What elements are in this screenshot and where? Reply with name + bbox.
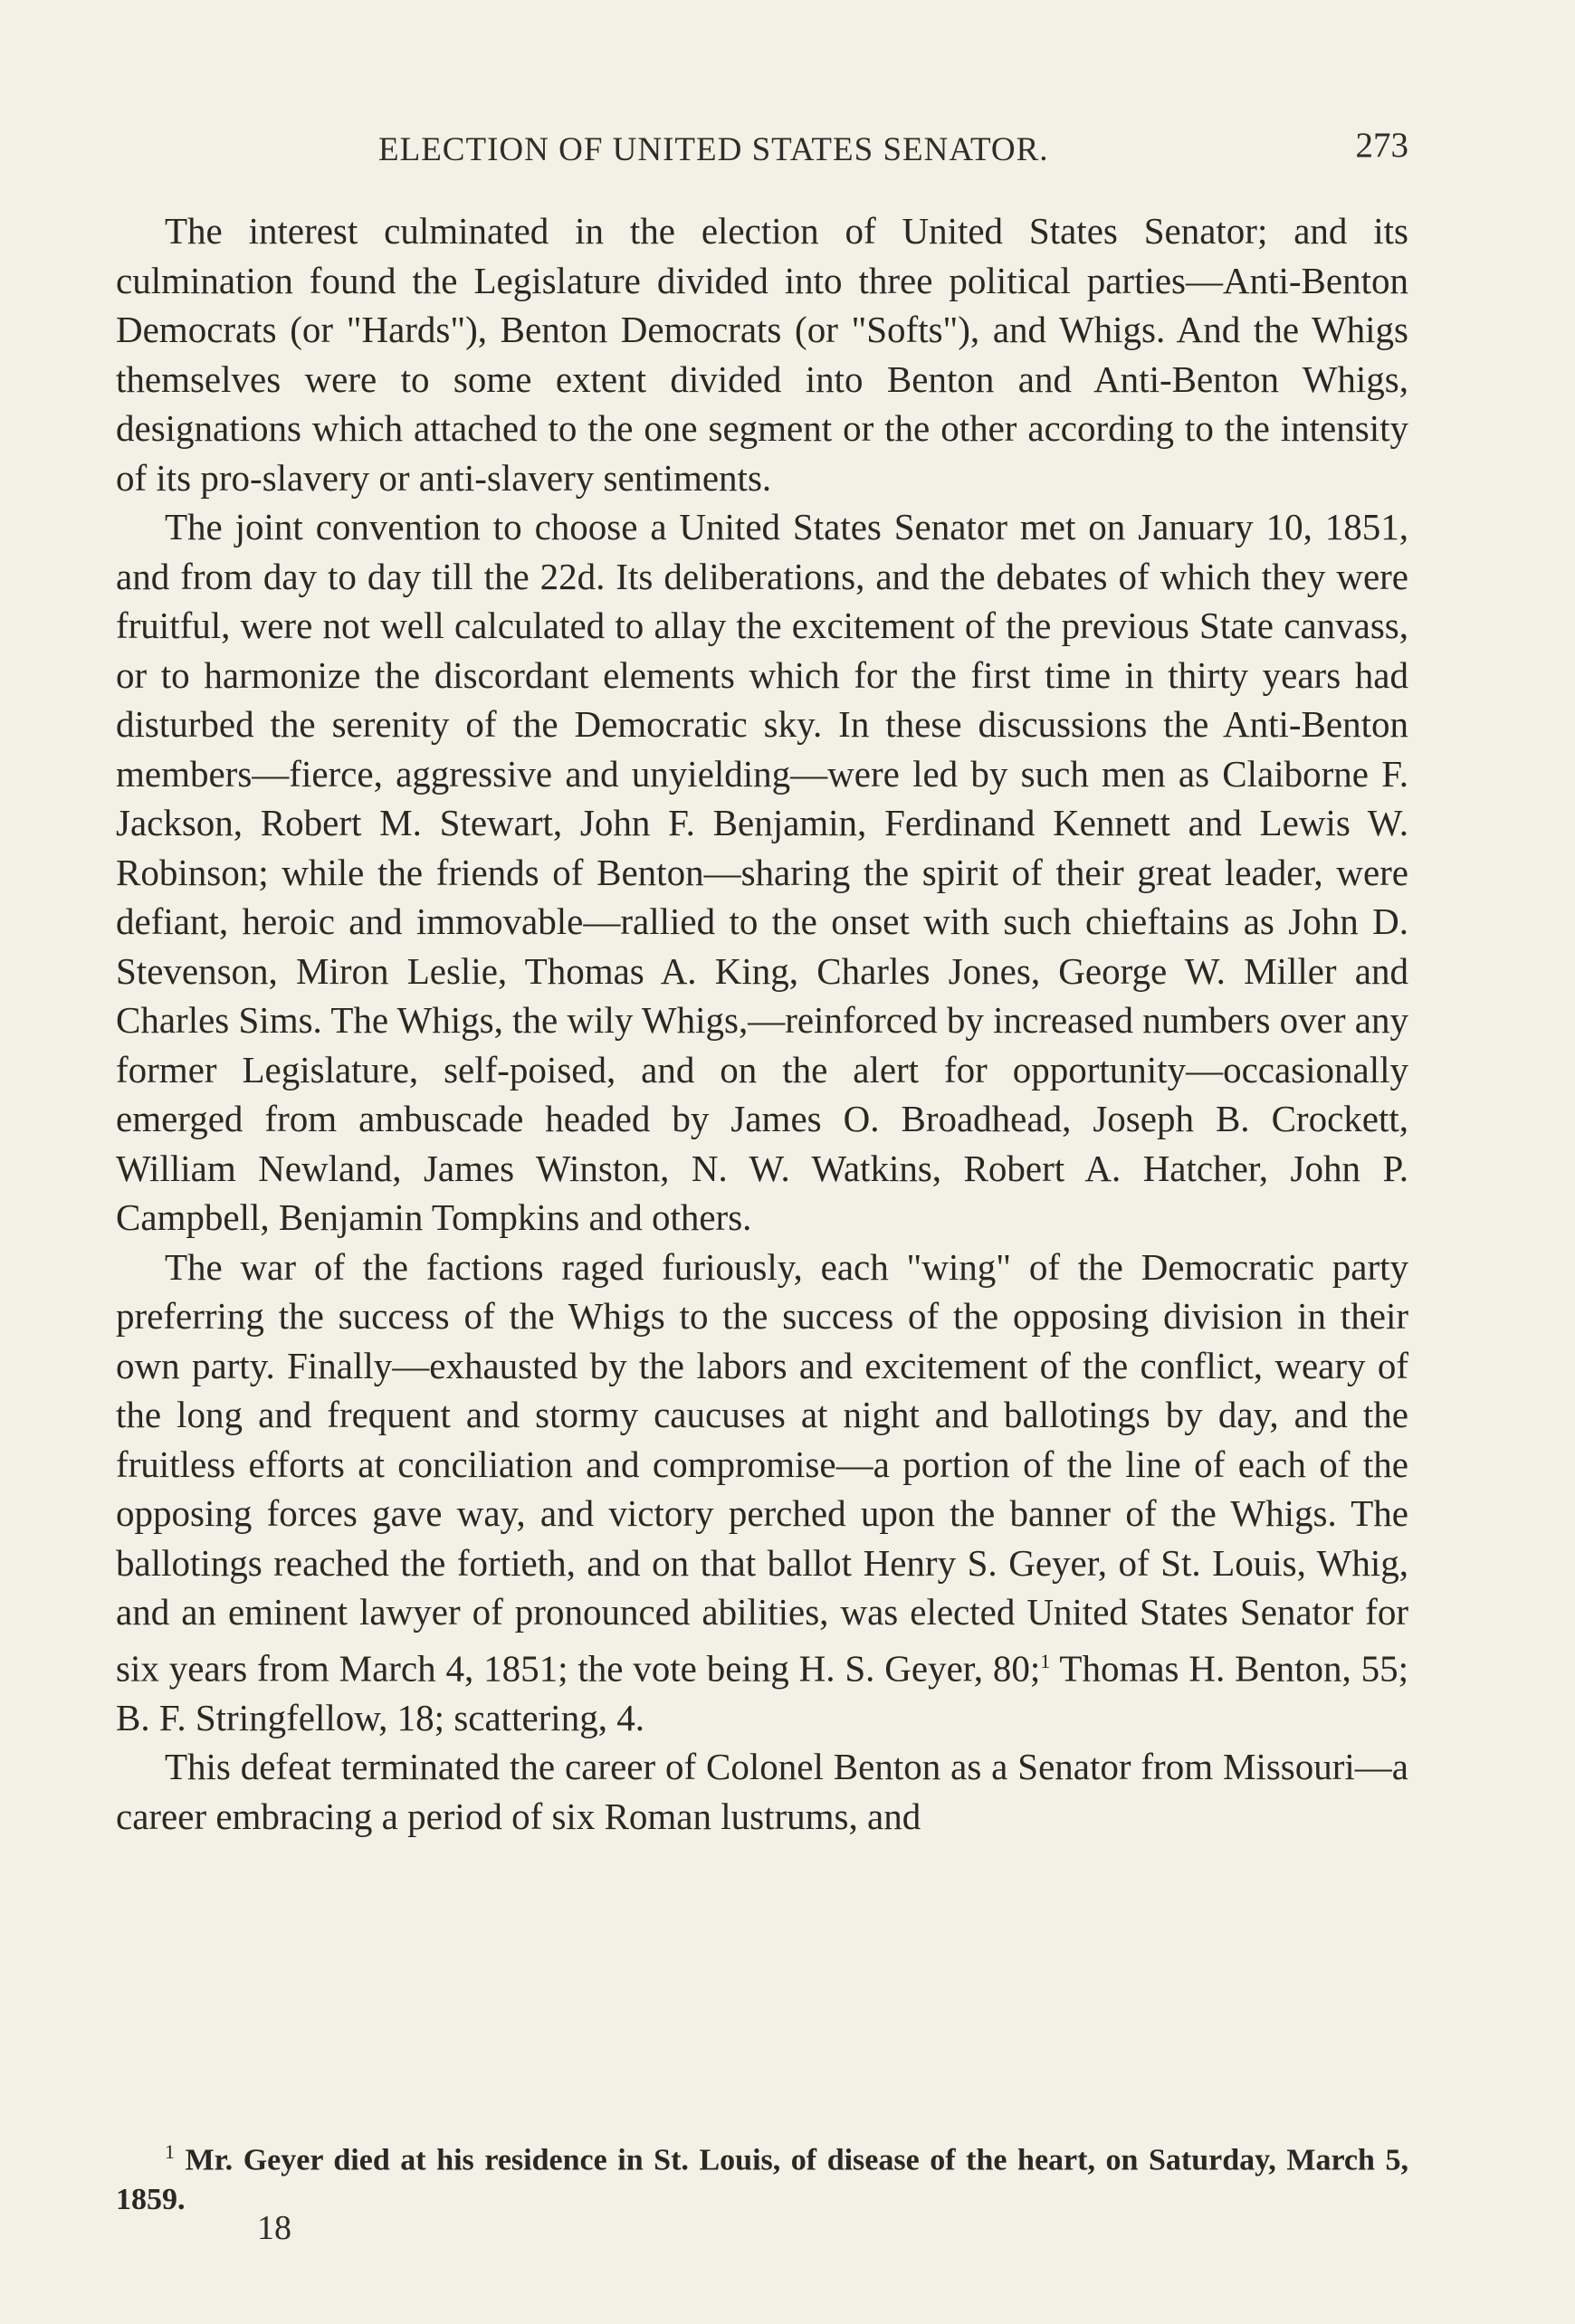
paragraph-3 [116, 1243, 1408, 1743]
signature-mark: 18 [257, 2209, 291, 2247]
running-title: ELECTION OF UNITED STATES SENATOR. [378, 131, 1049, 168]
footnote-reference: 1 [1040, 1649, 1051, 1672]
footnote-text: Mr. Geyer died at his residence in St. Louis, of disease of the heart, on Saturday, March 5, 1859. [116, 2143, 1408, 2217]
body-text [116, 206, 1408, 1841]
footnote-1 [116, 2132, 1408, 2220]
page-number: 273 [1355, 126, 1408, 165]
paragraph-4: This defeat terminated the career of Colonel Benton as a Senator from Missouri—a career embracing a period of six Roman lustrums, and [116, 1746, 1408, 1837]
paragraph-3-text: The war of the factions raged furiously, each "wing" of the Democratic party preferring the success of the Whigs to the success of the opposing division in their own party. Finally—exhausted by the labors and excitement of the conflict, weary of the long and frequent and stormy caucuses at night and ballotings by day, and the fruitless efforts at conciliation and compromise—a portion of the line of each of the opposing forces gave way, and victory perched upon the banner of the Whigs. The ballotings reached the fortieth, and on that ballot Henry S. Geyer, of St. Louis, Whig, and an eminent lawyer of pronounced abilities, was elected United States Senator for six years from March 4, 1851; the vote being H. S. Geyer, 80; [116, 1245, 1408, 1690]
footnotes [116, 2132, 1408, 2220]
paragraph-1: The interest culminated in the election of United States Senator; and its culmination found the Legislature divided into three political parties—Anti-Benton Democrats (or "Hards"), Benton Democrats (or "Softs"), and Whigs. And the Whigs themselves were to some extent divided into Benton and Anti-Benton Whigs, designations which attached to the one segment or the other according to the intensity of its pro-slavery or anti-slavery sentiments. [116, 210, 1408, 499]
paragraph-3-tail: Thomas H. Benton, 55; B. F. Stringfellow, 18; scattering, 4. [116, 1647, 1408, 1738]
page-header [116, 125, 1408, 179]
footnote-mark: 1 [165, 2140, 175, 2163]
paragraph-2: The joint convention to choose a United States Senator met on January 10, 1851, and from day to day till the 22d. Its deliberations, and the debates of which they were fruitful, were not well calculated to allay the excitement of the previous State canvass, or to harmonize the discordant elements which for the first time in thirty years had disturbed the serenity of the Democratic sky. In these discussions the Anti-Benton members—fierce, aggressive and unyielding—were led by such men as Claiborne F. Jackson, Robert M. Stewart, John F. Benjamin, Ferdinand Kennett and Lewis W. Robinson; while the friends of Benton—sharing the spirit of their great leader, were defiant, heroic and immovable—rallied to the onset with such chieftains as John D. Stevenson, Miron Leslie, Thomas A. King, Charles Jones, George W. Miller and Charles Sims. The Whigs, the wily Whigs,—reinforced by increased numbers over any former Legislature, self-poised, and on the alert for opportunity—occasionally emerged from ambuscade headed by James O. Broadhead, Joseph B. Crockett, William Newland, James Winston, N. W. Watkins, Robert A. Hatcher, John P. Campbell, Benjamin Tompkins and others. [116, 506, 1408, 1238]
